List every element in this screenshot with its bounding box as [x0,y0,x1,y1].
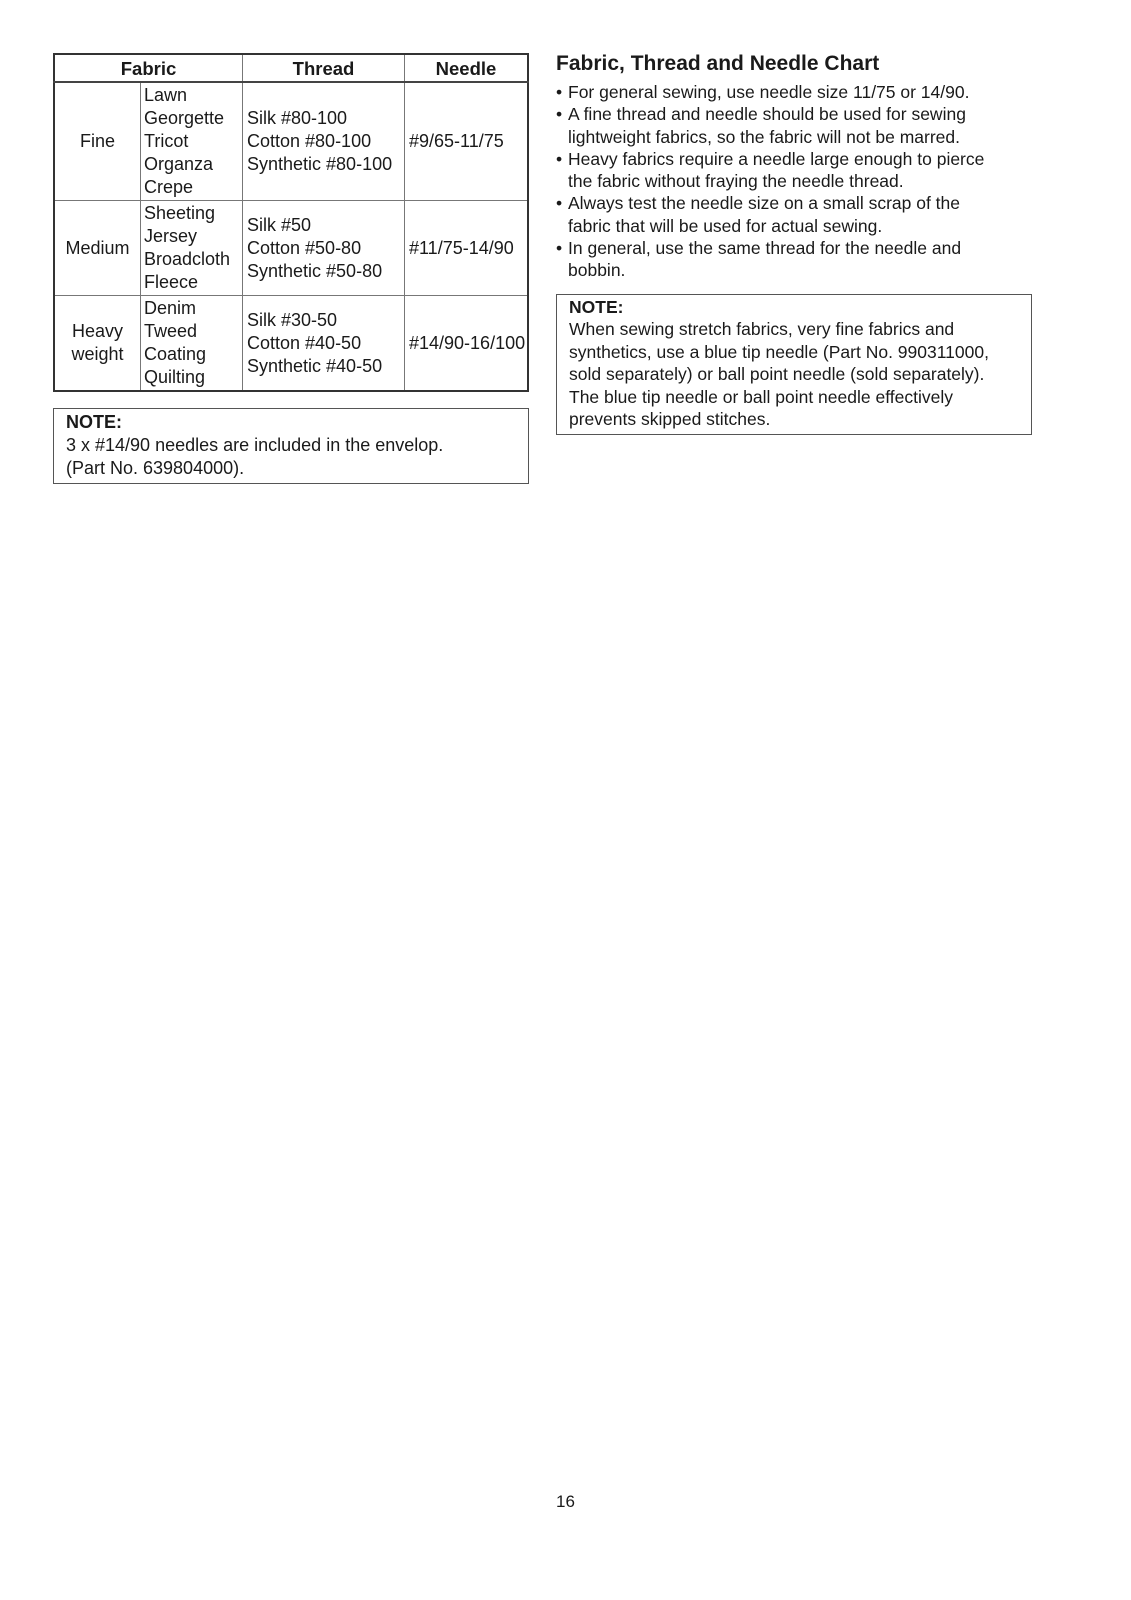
fabric-item: Lawn [144,85,188,105]
fabric-item: Coating [144,344,207,364]
bullet-icon: • [556,238,563,259]
thread-item: Silk #80-100 [247,108,348,128]
fabric-item: Denim [144,298,197,318]
header-fabric: Fabric [54,54,243,82]
note-title: NOTE: [569,296,624,317]
category-label: weight [71,344,124,364]
bullet-icon: • [556,104,563,125]
note-title: NOTE: [66,412,122,432]
note-line: sold separately) or ball point needle (sold separately). [569,364,985,385]
category-cell [54,82,141,201]
bullet-line: Always test the needle size on a small scrap of the [568,193,961,214]
thread-item: Cotton #40-50 [247,332,362,353]
table-row-heavy-weight [54,296,528,392]
bullet-line: A fine thread and needle should be used for sewing [568,104,966,125]
bullet-list [556,81,1032,282]
category-label: Heavy [71,321,124,341]
list-item [556,103,1032,148]
thread-item: Synthetic #50-80 [247,260,383,281]
note-line: When sewing stretch fabrics, very fine fabrics and [569,319,955,340]
needle-cell: #11/75-14/90 [405,201,529,296]
bullet-line: lightweight fabrics, so the fabric will not be marred. [568,126,960,147]
list-item [556,81,1032,103]
note-line: 3 x #14/90 needles are included in the envelop. [66,435,444,455]
needle-cell: #9/65-11/75 [405,82,529,201]
note-line: The blue tip needle or ball point needle effectively [569,386,953,407]
stretch-fabric-note-box [556,294,1032,435]
section-title: Fabric, Thread and Needle Chart [556,52,880,75]
list-item [556,192,1032,237]
note-line: prevents skipped stitches. [569,409,771,430]
fabric-item: Jersey [144,226,198,246]
fabric-item: Tweed [144,321,198,341]
bullet-icon: • [556,193,563,214]
header-needle: Needle [405,54,529,82]
category-cell [54,201,141,296]
category-label: Medium [65,237,130,258]
thread-item: Silk #30-50 [247,309,338,330]
left-column [53,53,529,484]
thread-item: Cotton #50-80 [247,237,362,258]
fabric-item: Quilting [144,367,206,387]
table-header-row [54,54,528,82]
right-column [556,51,1032,435]
fabrics-cell [141,201,243,296]
note-line: synthetics, use a blue tip needle (Part No. 990311000, [569,341,989,362]
bullet-line: For general sewing, use needle size 11/75 or 14/90. [568,82,970,102]
fabric-item: Crepe [144,177,194,197]
table-row-fine [54,82,528,201]
thread-item: Cotton #80-100 [247,131,372,151]
fabrics-cell [141,296,243,392]
needle-cell: #14/90-16/100 [405,296,529,392]
page-number: 16 [556,1492,575,1511]
category-cell [54,296,141,392]
bullet-icon: • [556,148,563,169]
threads-cell [243,296,405,392]
fabric-thread-needle-table [53,53,529,392]
thread-item: Synthetic #80-100 [247,154,393,174]
fabric-item: Organza [144,154,214,174]
note-line: (Part No. 639804000). [66,458,245,478]
threads-cell [243,82,405,201]
table-row-medium [54,201,528,296]
bullet-icon: • [556,82,563,102]
fabric-item: Tricot [144,131,189,151]
bullet-line: bobbin. [568,260,626,281]
needle-note-box [53,408,529,484]
bullet-line: fabric that will be used for actual sewing. [568,215,883,236]
bullet-line: In general, use the same thread for the needle and [568,238,962,259]
bullet-line: Heavy fabrics require a needle large enough to pierce [568,148,985,169]
fabric-item: Sheeting [144,203,216,223]
fabrics-cell [141,82,243,201]
thread-item: Silk #50 [247,214,312,235]
threads-cell [243,201,405,296]
fabric-item: Georgette [144,108,225,128]
thread-item: Synthetic #40-50 [247,355,383,376]
bullet-line: the fabric without fraying the needle thread. [568,171,904,192]
header-thread: Thread [243,54,405,82]
fabric-item: Fleece [144,272,199,292]
fabric-item: Broadcloth [144,249,231,269]
list-item [556,148,1032,193]
category-label: Fine [79,131,115,151]
list-item [556,237,1032,282]
